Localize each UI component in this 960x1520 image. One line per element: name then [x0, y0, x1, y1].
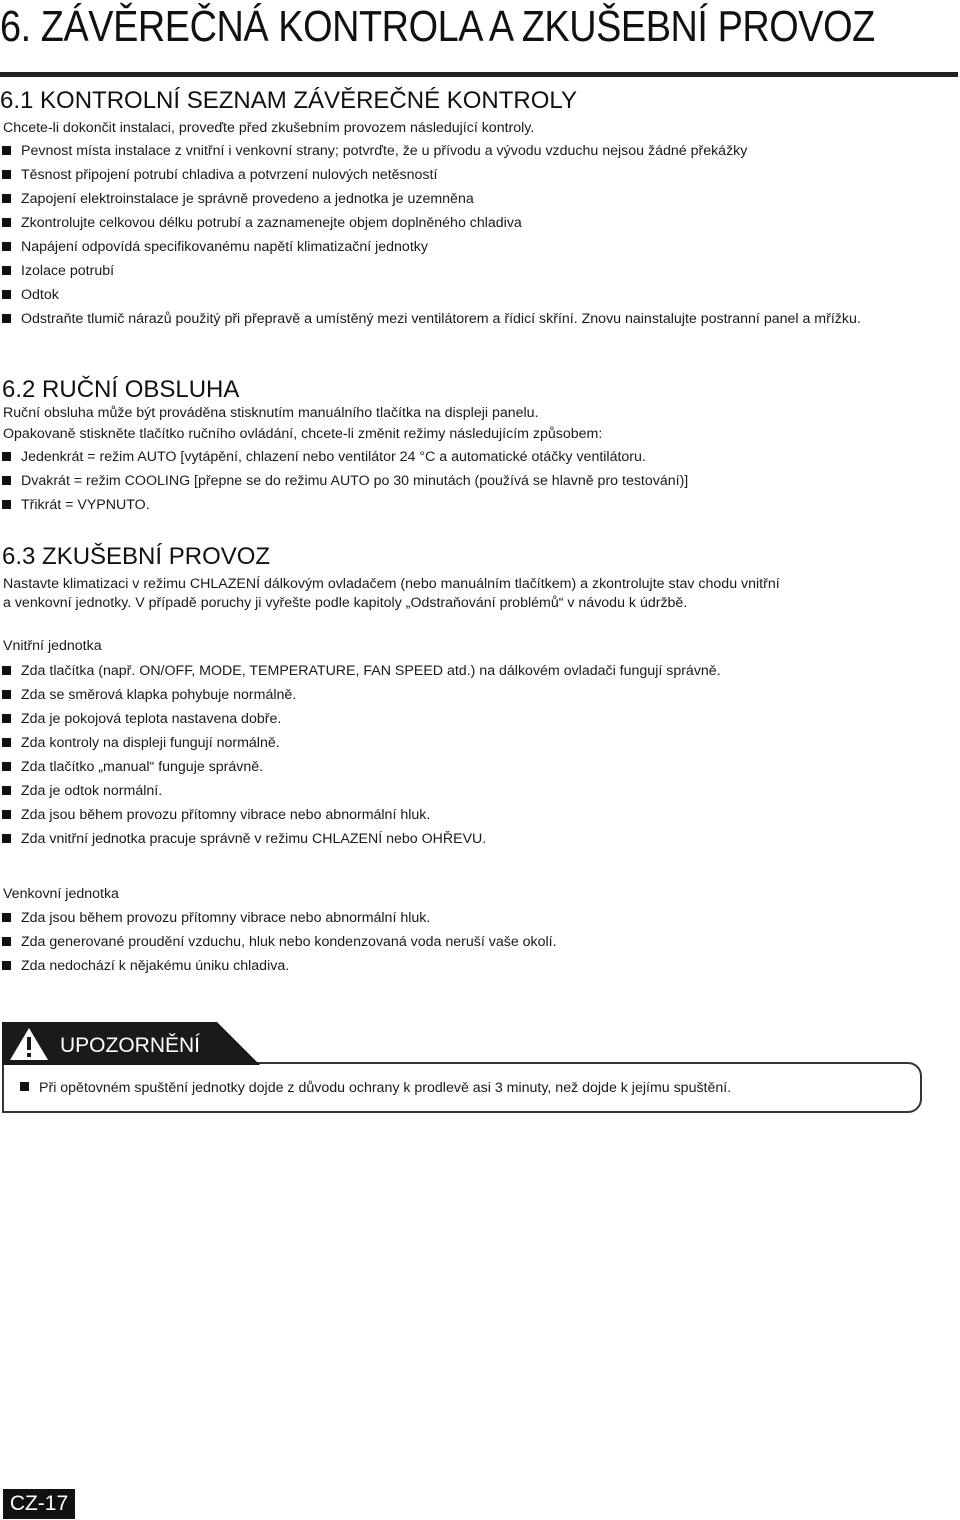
list-item: Pevnost místa instalace z vnitřní i venkovní strany; potvrďte, že u přívodu a vývodu vzduchu nejsou žádné překážky — [0, 142, 901, 166]
indoor-checklist — [0, 662, 721, 854]
list-item: Odstraňte tlumič nárazů použitý při přepravě a umístěný mezi ventilátorem a řídicí skříní. Znovu nainstalujte postranní panel a mřížku. — [0, 310, 901, 329]
list-item: Zapojení elektroinstalace je správně provedeno a jednotka je uzemněna — [0, 190, 901, 214]
list-item: Dvakrát = režim COOLING [přepne se do režimu AUTO po 30 minutách (používá se hlavně pro testování)] — [0, 472, 688, 496]
list-item: Třikrát = VYPNUTO. — [0, 496, 688, 520]
list-item: Zda je odtok normální. — [0, 782, 721, 806]
checklist — [0, 142, 901, 329]
bullet-square-icon — [2, 452, 11, 461]
list-item: Izolace potrubí — [0, 262, 901, 286]
list-item: Zda je pokojová teplota nastavena dobře. — [0, 710, 721, 734]
list-item: Zda nedochází k nějakému úniku chladiva. — [0, 957, 557, 981]
bullet-square-icon — [2, 714, 11, 723]
list-item: Zda kontroly na displeji fungují normálně. — [0, 734, 721, 758]
warning-triangle-icon — [9, 1027, 49, 1061]
section-6-3-title: 6.3 ZKUŠEBNÍ PROVOZ — [2, 543, 271, 570]
list-item: Zda se směrová klapka pohybuje normálně. — [0, 686, 721, 710]
bullet-square-icon — [2, 738, 11, 747]
bullet-square-icon — [2, 666, 11, 675]
outdoor-checklist — [0, 909, 557, 981]
outdoor-unit-heading: Venkovní jednotka — [3, 886, 119, 902]
section-6-3-para1: Nastavte klimatizaci v režimu CHLAZENÍ dálkovým ovladačem (nebo manuálním tlačítkem) a zkontrolujte stav chodu vnitřní — [3, 576, 780, 592]
bullet-square-icon — [2, 146, 11, 155]
page-number: CZ-17 — [3, 1489, 75, 1519]
bullet-square-icon — [2, 266, 11, 275]
list-item: Zda vnitřní jednotka pracuje správně v režimu CHLAZENÍ nebo OHŘEVU. — [0, 830, 721, 854]
bullet-square-icon — [20, 1082, 29, 1091]
section-6-2-line2: Opakovaně stiskněte tlačítko ručního ovládání, chcete-li změnit režimy následujícím způsobem: — [3, 426, 603, 442]
main-title: 6. ZÁVĚREČNÁ KONTROLA A ZKUŠEBNÍ PROVOZ — [0, 2, 875, 51]
section-6-2-line1: Ruční obsluha může být prováděna stisknutím manuálního tlačítka na displeji panelu. — [3, 405, 539, 421]
list-item: Zda jsou během provozu přítomny vibrace nebo abnormální hluk. — [0, 806, 721, 830]
title-rule — [0, 72, 958, 77]
section-6-2-title: 6.2 RUČNÍ OBSLUHA — [2, 376, 240, 403]
bullet-square-icon — [2, 810, 11, 819]
bullet-square-icon — [2, 314, 11, 323]
bullet-square-icon — [2, 690, 11, 699]
section-6-1-title: 6.1 KONTROLNÍ SEZNAM ZÁVĚREČNÉ KONTROLY — [0, 87, 577, 114]
list-item: Zda generované proudění vzduchu, hluk nebo kondenzovaná voda neruší vaše okolí. — [0, 933, 557, 957]
indoor-unit-heading: Vnitřní jednotka — [3, 638, 102, 654]
list-item: Odtok — [0, 286, 901, 310]
list-item: Jedenkrát = režim AUTO [vytápění, chlazení nebo ventilátor 24 °C a automatické otáčky ventilátoru. — [0, 448, 688, 472]
list-item: Napájení odpovídá specifikovanému napětí klimatizační jednotky — [0, 238, 901, 262]
bullet-square-icon — [2, 218, 11, 227]
warning-label: UPOZORNĚNÍ — [60, 1034, 201, 1057]
bullet-square-icon — [2, 834, 11, 843]
bullet-square-icon — [2, 242, 11, 251]
bullet-square-icon — [2, 937, 11, 946]
list-item: Zda jsou během provozu přítomny vibrace nebo abnormální hluk. — [0, 909, 557, 933]
bullet-square-icon — [2, 913, 11, 922]
list-item: Zda tlačítko „manual“ funguje správně. — [0, 758, 721, 782]
list-item: Zda tlačítka (např. ON/OFF, MODE, TEMPERATURE, FAN SPEED atd.) na dálkovém ovladači fungují správně. — [0, 662, 721, 686]
warning-text: Při opětovném spuštění jednotky dojde z důvodu ochrany k prodlevě asi 3 minuty, než dojde k jejímu spuštění. — [20, 1080, 731, 1096]
bullet-square-icon — [2, 170, 11, 179]
bullet-square-icon — [2, 786, 11, 795]
section-6-3-para2: a venkovní jednotky. V případě poruchy ji vyřešte podle kapitoly „Odstraňování problémů“ v návodu k údržbě. — [3, 595, 688, 611]
bullet-square-icon — [2, 476, 11, 485]
bullet-square-icon — [2, 961, 11, 970]
list-item: Těsnost připojení potrubí chladiva a potvrzení nulových netěsností — [0, 166, 901, 190]
bullet-square-icon — [2, 290, 11, 299]
section-6-1-intro: Chcete-li dokončit instalaci, proveďte před zkušebním provozem následující kontroly. — [3, 120, 535, 136]
mode-list — [0, 448, 688, 520]
list-item: Zkontrolujte celkovou délku potrubí a zaznamenejte objem doplněného chladiva — [0, 214, 901, 238]
bullet-square-icon — [2, 762, 11, 771]
bullet-square-icon — [2, 194, 11, 203]
bullet-square-icon — [2, 500, 11, 509]
